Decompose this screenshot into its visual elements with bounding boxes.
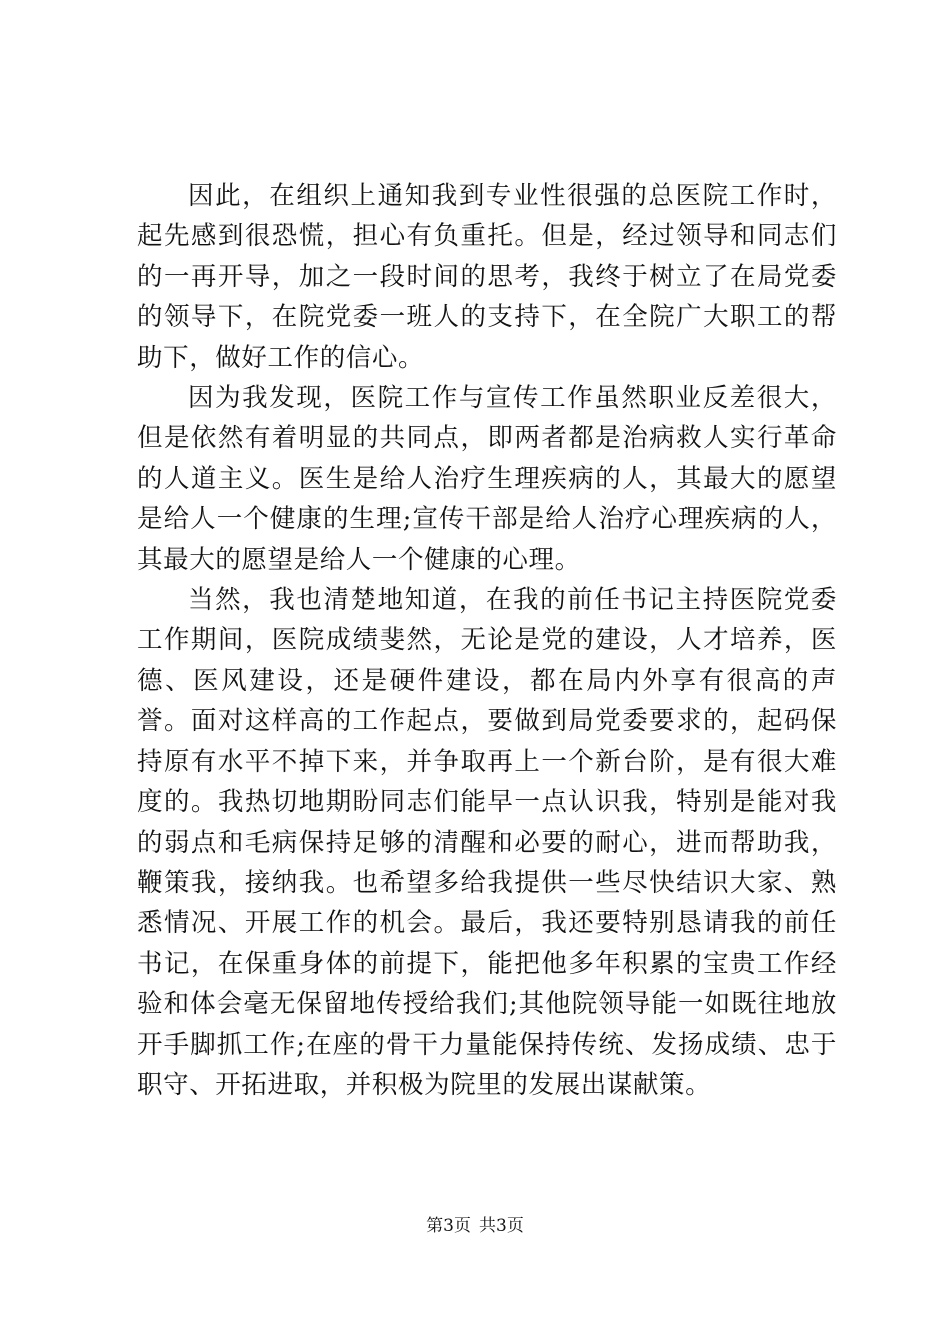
page-total: 共3页 — [479, 1216, 524, 1236]
page-footer — [0, 1215, 950, 1237]
paragraph-3: 当然，我也清楚地知道，在我的前任书记主持医院党委工作期间，医院成绩斐然，无论是党的建设，人才培养，医德、医风建设，还是硬件建设，都在局内外享有很高的声誉。面对这样高的工作起点，要做到局党委要求的，起码保持原有水平不掉下来，并争取再上一个新台阶，是有很大难度的。我热切地期盼同志们能早一点认识我，特别是能对我的弱点和毛病保持足够的清醒和必要的耐心，进而帮助我，鞭策我，接纳我。也希望多给我提供一些尽快结识大家、熟悉情况、开展工作的机会。最后，我还要特别恳请我的前任书记，在保重身体的前提下，能把他多年积累的宝贵工作经验和体会毫无保留地传授给我们;其他院领导能一如既往地放开手脚抓工作;在座的骨干力量能保持传统、发扬成绩、忠于职守、开拓进取，并积极为院里的发展出谋献策。 — [137, 585, 837, 1100]
paragraph-1: 因此，在组织上通知我到专业性很强的总医院工作时，起先感到很恐慌，担心有负重托。但是，经过领导和同志们的一再开导，加之一段时间的思考，我终于树立了在局党委的领导下，在院党委一班人的支持下，在全院广大职工的帮助下，做好工作的信心。 — [137, 181, 837, 373]
paragraph-2: 因为我发现，医院工作与宣传工作虽然职业反差很大，但是依然有着明显的共同点，即两者都是治病救人实行革命的人道主义。医生是给人治疗生理疾病的人，其最大的愿望是给人一个健康的生理;宣传干部是给人治疗心理疾病的人，其最大的愿望是给人一个健康的心理。 — [137, 383, 837, 575]
page-number: 第3页 — [426, 1216, 471, 1236]
body-text — [137, 176, 837, 1105]
